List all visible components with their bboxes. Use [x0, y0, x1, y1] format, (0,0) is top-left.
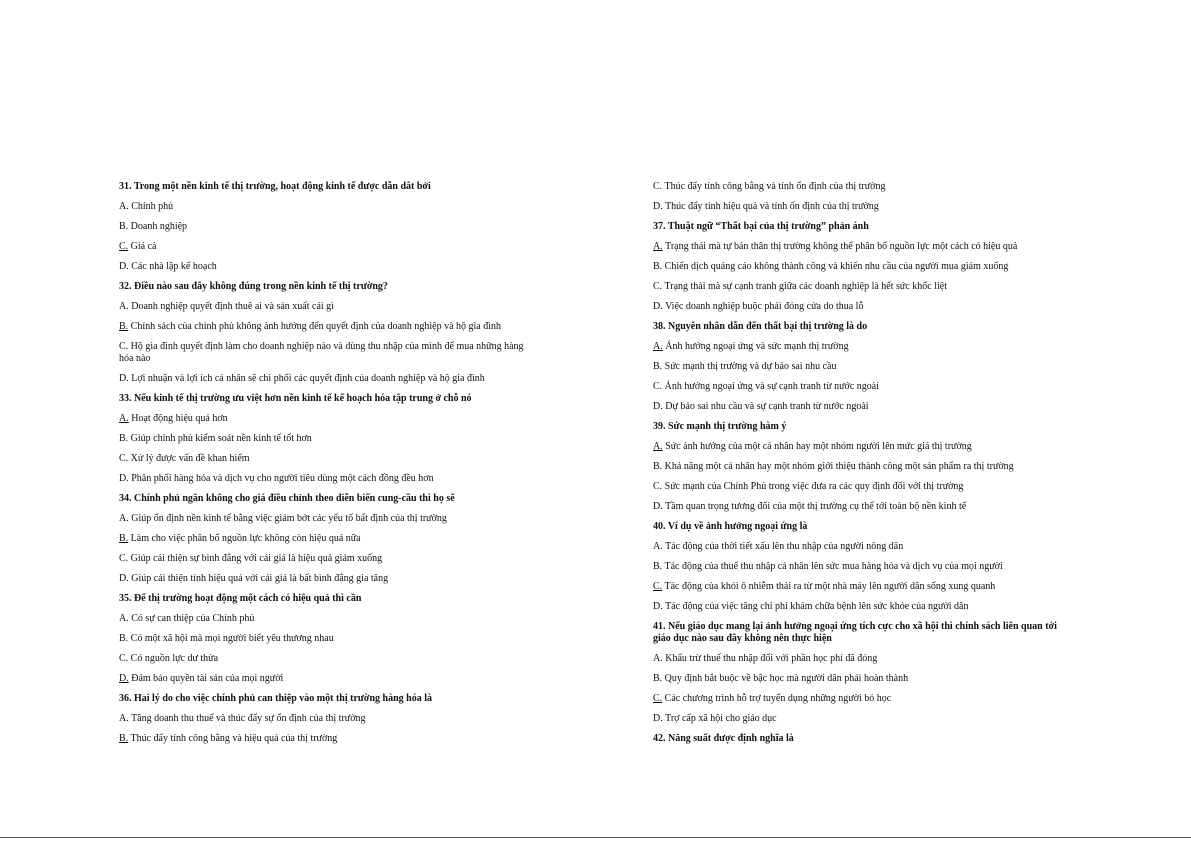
answer-option [119, 301, 539, 313]
answer-text: Giúp cải thiện sự bình đẳng với cái giá là hiệu quả giảm xuống [130, 553, 383, 564]
question-heading: 40. Ví dụ về ảnh hưởng ngoại ứng là [653, 521, 808, 532]
answer-option [653, 501, 1073, 513]
answer-text: Tăng doanh thu thuế và thúc đẩy sự ổn định của thị trường [131, 713, 366, 724]
answer-option [653, 481, 1073, 493]
answer-text: Chính phủ [131, 201, 174, 212]
answer-option [119, 513, 539, 525]
answer-text: Các chương trình hỗ trợ tuyển dụng những người bỏ học [664, 693, 892, 704]
answer-text: Ảnh hưởng ngoại ứng và sự cạnh tranh từ nước ngoài [664, 381, 879, 392]
answer-option [653, 673, 1073, 685]
answer-text: Chính sách của chính phủ không ảnh hưởng đến quyết định của doanh nghiệp và hộ gia đình [130, 321, 502, 332]
question-heading: 39. Sức mạnh thị trường hàm ý [653, 421, 787, 432]
correct-answer-letter: D. [119, 673, 129, 684]
answer-text: Tác động của việc tăng chi phí khám chữa bệnh lên sức khỏe của người dân [665, 601, 969, 612]
answer-option [653, 181, 1073, 193]
answer-text: Sức mạnh của Chính Phủ trong việc đưa ra các quy định đối với thị trường [664, 481, 964, 492]
answer-text: Tác động của khói ô nhiễm thải ra từ một nhà máy lên người dân sống xung quanh [664, 581, 996, 592]
answer-text: Thúc đẩy tính công bằng và tính ổn định của thị trường [664, 181, 886, 192]
correct-answer-letter: A. [119, 413, 129, 424]
correct-answer-letter: A. [653, 241, 663, 252]
answer-text: Hoạt động hiệu quả hơn [131, 413, 228, 424]
answer-letter: C. [119, 553, 129, 564]
answer-text: Có nguồn lực dư thừa [130, 653, 219, 664]
question-heading: 34. Chính phủ ngăn không cho giá điều chỉnh theo diễn biến cung-cầu thì họ sẽ [119, 493, 455, 504]
answer-option [119, 261, 539, 273]
question-heading: 37. Thuật ngữ “Thất bại của thị trường” phản ánh [653, 221, 869, 232]
answer-text: Giúp chính phủ kiểm soát nền kinh tế tốt hơn [130, 433, 312, 444]
question-heading: 33. Nếu kinh tế thị trường ưu việt hơn nền kinh tế kế hoạch hóa tập trung ở chỗ nó [119, 393, 472, 404]
answer-option [119, 673, 539, 685]
question-heading: 35. Để thị trường hoạt động một cách có hiệu quả thì cần [119, 593, 362, 604]
answer-letter: C. [119, 453, 129, 464]
left-column [119, 181, 539, 745]
answer-letter: B. [653, 361, 663, 372]
answer-text: Giá cả [130, 241, 157, 252]
answer-option [653, 301, 1073, 313]
answer-letter: A. [119, 613, 129, 624]
answer-letter: D. [653, 713, 663, 724]
answer-option [653, 341, 1073, 353]
answer-option [653, 201, 1073, 213]
answer-text: Làm cho việc phân bổ nguồn lực không còn hiệu quả nữa [130, 533, 361, 544]
answer-letter: B. [653, 261, 663, 272]
answer-option [653, 561, 1073, 573]
answer-letter: C. [653, 481, 663, 492]
question-heading: 32. Điều nào sau đây không đúng trong nền kinh tế thị trường? [119, 281, 388, 292]
answer-option [653, 241, 1073, 253]
answer-text: Sức ảnh hưởng của một cá nhân hay một nhóm người lên mức giá thị trường [665, 441, 972, 452]
answer-text: Phân phối hàng hóa và dịch vụ cho người tiêu dùng một cách đồng đều hơn [131, 473, 434, 484]
answer-option [119, 653, 539, 665]
answer-text: Giúp cải thiện tính hiệu quả với cái giá là bất bình đẳng gia tăng [131, 573, 389, 584]
answer-letter: A. [119, 713, 129, 724]
answer-text: Doanh nghiệp quyết định thuê ai và sản xuất cái gì [131, 301, 334, 312]
answer-option [653, 261, 1073, 273]
answer-option [119, 613, 539, 625]
answer-option [119, 533, 539, 545]
answer-text: Có một xã hội mà mọi người biết yêu thương nhau [130, 633, 334, 644]
answer-letter: C. [653, 181, 663, 192]
answer-letter: D. [119, 261, 129, 272]
answer-option [653, 581, 1073, 593]
correct-answer-letter: C. [653, 581, 663, 592]
answer-letter: B. [653, 673, 663, 684]
answer-option [119, 573, 539, 585]
answer-text: Ảnh hưởng ngoại ứng và sức mạnh thị trường [665, 341, 849, 352]
answer-text: Giúp ổn định nền kinh tế bằng việc giảm bớt các yếu tố bất định của thị trường [131, 513, 447, 524]
answer-text: Trạng thái mà tự bản thân thị trường không thể phân bổ nguồn lực một cách có hiệu quả [665, 241, 1018, 252]
answer-letter: C. [119, 341, 129, 352]
answer-letter: D. [653, 301, 663, 312]
answer-letter: B. [119, 221, 129, 232]
answer-letter: B. [119, 633, 129, 644]
correct-answer-letter: B. [119, 321, 129, 332]
correct-answer-letter: B. [119, 733, 129, 744]
answer-letter: D. [653, 201, 663, 212]
answer-option [653, 401, 1073, 413]
answer-letter: C. [119, 653, 129, 664]
answer-option [653, 653, 1073, 665]
question-heading: 38. Nguyên nhân dẫn đến thất bại thị trường là do [653, 321, 868, 332]
answer-text: Xử lý được vấn đề khan hiếm [130, 453, 250, 464]
answer-letter: D. [119, 573, 129, 584]
answer-option [119, 201, 539, 213]
correct-answer-letter: A. [653, 341, 663, 352]
answer-option [653, 381, 1073, 393]
answer-text: Quy định bắt buộc về bậc học mà người dân phải hoàn thành [664, 673, 909, 684]
answer-text: Dự báo sai nhu cầu và sự cạnh tranh từ nước ngoài [665, 401, 869, 412]
correct-answer-letter: C. [119, 241, 129, 252]
answer-option [653, 541, 1073, 553]
answer-option [119, 713, 539, 725]
answer-text: Tác động của thời tiết xấu lên thu nhập của người nông dân [665, 541, 904, 552]
answer-option [119, 321, 539, 333]
question-heading: 42. Năng suất được định nghĩa là [653, 733, 794, 744]
answer-option [119, 433, 539, 445]
answer-option [119, 241, 539, 253]
answer-letter: B. [653, 461, 663, 472]
answer-option [653, 281, 1073, 293]
answer-option [119, 633, 539, 645]
answer-option [653, 693, 1073, 705]
answer-option [119, 221, 539, 233]
answer-option [119, 453, 539, 465]
correct-answer-letter: A. [653, 441, 663, 452]
right-column [653, 181, 1073, 745]
answer-text: Các nhà lập kế hoạch [131, 261, 217, 272]
answer-text: Doanh nghiệp [130, 221, 188, 232]
question-heading: 41. Nếu giáo dục mang lại ảnh hưởng ngoại ứng tích cực cho xã hội thì chính sách liên quan tới giáo dục nào sau đây không nên thực hiện [653, 621, 1057, 644]
answer-letter: D. [653, 601, 663, 612]
answer-option [119, 373, 539, 385]
answer-letter: D. [119, 373, 129, 384]
page-bottom-rule [0, 837, 1191, 838]
answer-letter: C. [653, 281, 663, 292]
answer-option [653, 713, 1073, 725]
answer-text: Lợi nhuận và lợi ích cá nhân sẽ chi phối các quyết định của doanh nghiệp và hộ gia đình [131, 373, 485, 384]
answer-letter: B. [653, 561, 663, 572]
answer-option [119, 473, 539, 485]
answer-text: Việc doanh nghiệp buộc phải đóng cửa do thua lỗ [665, 301, 864, 312]
answer-text: Thúc đẩy tính hiệu quả và tính ổn định của thị trường [665, 201, 879, 212]
correct-answer-letter: B. [119, 533, 129, 544]
answer-text: Trạng thái mà sự cạnh tranh giữa các doanh nghiệp là hết sức khốc liệt [664, 281, 947, 292]
answer-letter: A. [653, 653, 663, 664]
answer-option [119, 553, 539, 565]
answer-text: Trợ cấp xã hội cho giáo dục [665, 713, 777, 724]
answer-option [653, 361, 1073, 373]
answer-letter: A. [119, 301, 129, 312]
question-heading: 36. Hai lý do cho việc chính phủ can thiệp vào một thị trường hàng hóa là [119, 693, 432, 704]
answer-text: Tầm quan trọng tương đối của một thị trường cụ thể tới toàn bộ nền kinh tế [665, 501, 967, 512]
answer-text: Chiến dịch quảng cáo không thành công và khiến nhu cầu của người mua giảm xuống [664, 261, 1009, 272]
question-heading: 31. Trong một nền kinh tế thị trường, hoạt động kinh tế được dẫn dắt bởi [119, 181, 431, 192]
answer-option [119, 413, 539, 425]
answer-letter: C. [653, 381, 663, 392]
answer-letter: A. [653, 541, 663, 552]
answer-option [653, 441, 1073, 453]
answer-option [119, 733, 539, 745]
answer-letter: A. [119, 201, 129, 212]
answer-option [653, 601, 1073, 613]
answer-text: Có sự can thiệp của Chính phủ [131, 613, 255, 624]
answer-text: Hộ gia đình quyết định làm cho doanh nghiệp nào và dùng thu nhập của mình để mua những hàng hóa nào [119, 341, 524, 364]
answer-text: Tác động của thuế thu nhập cá nhân lên sức mua hàng hóa và dịch vụ của mọi người [664, 561, 1003, 572]
answer-text: Khả năng một cá nhân hay một nhóm giới thiệu thành công một sản phẩm ra thị trường [664, 461, 1014, 472]
correct-answer-letter: C. [653, 693, 663, 704]
answer-option [653, 461, 1073, 473]
answer-text: Khấu trừ thuế thu nhập đối với phần học phí đã đóng [665, 653, 878, 664]
answer-letter: D. [119, 473, 129, 484]
answer-letter: B. [119, 433, 129, 444]
answer-text: Thúc đẩy tính công bằng và hiệu quả của thị trường [130, 733, 338, 744]
answer-text: Sức mạnh thị trường và dự báo sai nhu cầu [664, 361, 837, 372]
answer-letter: D. [653, 401, 663, 412]
answer-option [119, 341, 539, 365]
answer-letter: D. [653, 501, 663, 512]
answer-letter: A. [119, 513, 129, 524]
answer-text: Đảm bảo quyền tài sản của mọi người [131, 673, 284, 684]
